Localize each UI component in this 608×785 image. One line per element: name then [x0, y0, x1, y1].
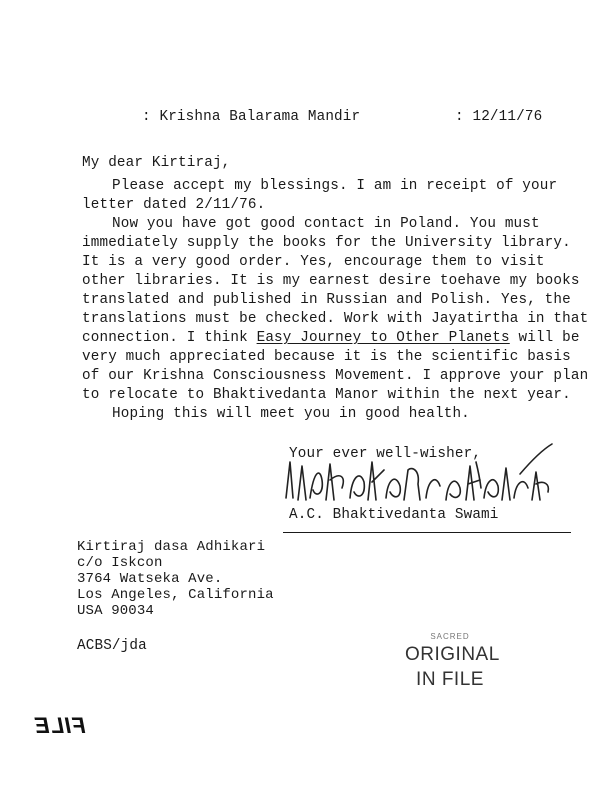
address-line: Kirtiraj dasa Adhikari	[77, 539, 266, 555]
header-place: : Krishna Balarama Mandir	[142, 109, 361, 125]
signatory-name: A.C. Bhaktivedanta Swami	[289, 507, 499, 523]
reference-initials: ACBS/jda	[77, 638, 147, 654]
body-line: It is a very good order. Yes, encourage them to visit	[82, 254, 545, 270]
address-line: 3764 Watseka Ave.	[77, 571, 223, 587]
body-line: very much appreciated because it is the scientific basis	[82, 349, 571, 365]
body-line: of our Krishna Consciousness Movement. I approve your plan	[82, 368, 589, 384]
address-line: Los Angeles, California	[77, 587, 274, 603]
stamp-line: SACRED	[430, 632, 470, 641]
address-line: c/o Iskcon	[77, 555, 163, 571]
body-text: connection. I think	[82, 330, 257, 346]
salutation: My dear Kirtiraj,	[82, 155, 231, 171]
body-line: immediately supply the books for the University library.	[82, 235, 571, 251]
body-line: to relocate to Bhaktivedanta Manor within the next year.	[82, 387, 571, 403]
body-line: Hoping this will meet you in good health.	[112, 406, 470, 422]
body-line: other libraries. It is my earnest desire toehave my books	[82, 273, 580, 289]
stamp-line: IN FILE	[416, 669, 484, 690]
stamp-line: ORIGINAL	[405, 644, 500, 665]
closing: Your ever well-wisher,	[289, 446, 482, 462]
body-line: translated and published in Russian and Polish. Yes, the	[82, 292, 571, 308]
header-date: : 12/11/76	[455, 109, 543, 125]
body-line: Now you have got good contact in Poland. You must	[112, 216, 540, 232]
book-title: Easy Journey to Other Planets	[256, 330, 510, 346]
body-line: Please accept my blessings. I am in receipt of your	[112, 178, 558, 194]
body-line: translations must be checked. Work with Jayatirtha in that	[82, 311, 589, 327]
body-line-with-title	[82, 331, 580, 345]
signature-rule	[283, 532, 571, 533]
body-text: will be	[509, 330, 580, 346]
mirrored-file-stamp: FILE	[34, 713, 86, 738]
address-line: USA 90034	[77, 603, 154, 619]
body-line: letter dated 2/11/76.	[82, 197, 266, 213]
original-in-file-stamp	[405, 632, 500, 691]
